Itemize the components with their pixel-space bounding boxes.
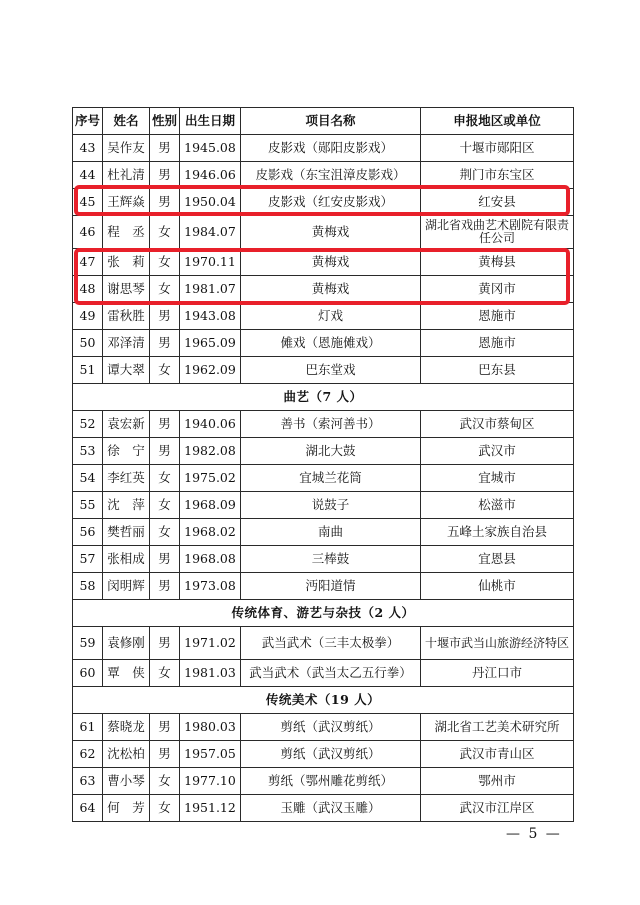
cell-gender: 男 (150, 135, 180, 162)
cell-gender: 女 (150, 249, 180, 276)
cell-index: 47 (73, 249, 103, 276)
cell-birth-date: 1982.08 (180, 438, 241, 465)
cell-birth-date: 1977.10 (180, 768, 241, 795)
cell-gender: 男 (150, 627, 180, 660)
cell-region: 武汉市 (421, 438, 574, 465)
cell-region: 鄂州市 (421, 768, 574, 795)
cell-project: 灯戏 (241, 303, 421, 330)
cell-project: 皮影戏（东宝沮漳皮影戏） (241, 162, 421, 189)
header-gender: 性别 (150, 108, 180, 135)
cell-project: 宜城兰花筒 (241, 465, 421, 492)
cell-birth-date: 1968.09 (180, 492, 241, 519)
cell-region: 宜城市 (421, 465, 574, 492)
cell-name: 何 芳 (103, 795, 150, 822)
cell-region: 恩施市 (421, 303, 574, 330)
cell-region: 恩施市 (421, 330, 574, 357)
cell-birth-date: 1984.07 (180, 216, 241, 249)
table-row (73, 546, 574, 573)
cell-project: 南曲 (241, 519, 421, 546)
cell-region: 十堰市郧阳区 (421, 135, 574, 162)
table-row (73, 627, 574, 660)
cell-project: 皮影戏（郧阳皮影戏） (241, 135, 421, 162)
cell-name: 闵明辉 (103, 573, 150, 600)
table-row (73, 189, 574, 216)
header-project: 项目名称 (241, 108, 421, 135)
cell-region: 巴东县 (421, 357, 574, 384)
table-row (73, 330, 574, 357)
cell-name: 杜礼清 (103, 162, 150, 189)
cell-name: 蔡晓龙 (103, 714, 150, 741)
cell-index: 51 (73, 357, 103, 384)
cell-project: 傩戏（恩施傩戏） (241, 330, 421, 357)
cell-gender: 女 (150, 357, 180, 384)
cell-region: 黄冈市 (421, 276, 574, 303)
cell-project: 巴东堂戏 (241, 357, 421, 384)
cell-index: 45 (73, 189, 103, 216)
cell-index: 53 (73, 438, 103, 465)
cell-birth-date: 1980.03 (180, 714, 241, 741)
cell-gender: 女 (150, 492, 180, 519)
cell-name: 邓泽清 (103, 330, 150, 357)
table-row (73, 573, 574, 600)
cell-index: 54 (73, 465, 103, 492)
cell-index: 56 (73, 519, 103, 546)
cell-project: 剪纸（武汉剪纸） (241, 714, 421, 741)
cell-birth-date: 1975.02 (180, 465, 241, 492)
cell-project: 皮影戏（红安皮影戏） (241, 189, 421, 216)
cell-name: 王辉焱 (103, 189, 150, 216)
cell-index: 52 (73, 411, 103, 438)
header-name: 姓名 (103, 108, 150, 135)
cell-index: 60 (73, 660, 103, 687)
cell-gender: 男 (150, 741, 180, 768)
cell-birth-date: 1973.08 (180, 573, 241, 600)
table-row (73, 249, 574, 276)
heritage-inheritor-table-page (72, 107, 573, 822)
cell-region: 武汉市青山区 (421, 741, 574, 768)
cell-project: 武当武术（武当太乙五行拳） (241, 660, 421, 687)
cell-project: 沔阳道情 (241, 573, 421, 600)
category-row (73, 600, 574, 627)
cell-birth-date: 1981.07 (180, 276, 241, 303)
cell-project: 湖北大鼓 (241, 438, 421, 465)
cell-name: 沈松柏 (103, 741, 150, 768)
cell-index: 46 (73, 216, 103, 249)
cell-gender: 男 (150, 330, 180, 357)
cell-name: 樊哲丽 (103, 519, 150, 546)
category-row (73, 687, 574, 714)
cell-project: 剪纸（武汉剪纸） (241, 741, 421, 768)
cell-name: 程 丞 (103, 216, 150, 249)
cell-index: 55 (73, 492, 103, 519)
table-row (73, 303, 574, 330)
cell-index: 57 (73, 546, 103, 573)
cell-region: 武汉市江岸区 (421, 795, 574, 822)
cell-index: 63 (73, 768, 103, 795)
cell-name: 李红英 (103, 465, 150, 492)
header-index: 序号 (73, 108, 103, 135)
cell-region: 仙桃市 (421, 573, 574, 600)
cell-birth-date: 1940.06 (180, 411, 241, 438)
cell-index: 59 (73, 627, 103, 660)
cell-index: 58 (73, 573, 103, 600)
table-row (73, 519, 574, 546)
cell-project: 善书（索河善书） (241, 411, 421, 438)
cell-region: 松滋市 (421, 492, 574, 519)
cell-project: 玉雕（武汉玉雕） (241, 795, 421, 822)
cell-gender: 女 (150, 465, 180, 492)
cell-region: 湖北省工艺美术研究所 (421, 714, 574, 741)
cell-index: 49 (73, 303, 103, 330)
table-row (73, 276, 574, 303)
cell-gender: 女 (150, 216, 180, 249)
cell-name: 张相成 (103, 546, 150, 573)
cell-region: 十堰市武当山旅游经济特区 (421, 627, 574, 660)
cell-index: 50 (73, 330, 103, 357)
cell-birth-date: 1968.02 (180, 519, 241, 546)
table-row (73, 741, 574, 768)
table-row (73, 465, 574, 492)
cell-region: 丹江口市 (421, 660, 574, 687)
cell-name: 谢思琴 (103, 276, 150, 303)
category-title: 曲艺（7 人） (73, 384, 574, 411)
cell-project: 黄梅戏 (241, 276, 421, 303)
cell-index: 48 (73, 276, 103, 303)
cell-region: 宜恩县 (421, 546, 574, 573)
table-header-row (73, 108, 574, 135)
cell-gender: 女 (150, 276, 180, 303)
cell-gender: 男 (150, 189, 180, 216)
cell-project: 三棒鼓 (241, 546, 421, 573)
cell-gender: 男 (150, 303, 180, 330)
table-row (73, 660, 574, 687)
cell-birth-date: 1965.09 (180, 330, 241, 357)
cell-birth-date: 1950.04 (180, 189, 241, 216)
cell-name: 袁宏新 (103, 411, 150, 438)
table-row (73, 216, 574, 249)
cell-gender: 男 (150, 411, 180, 438)
cell-project: 剪纸（鄂州雕花剪纸） (241, 768, 421, 795)
cell-gender: 男 (150, 573, 180, 600)
cell-birth-date: 1981.03 (180, 660, 241, 687)
cell-birth-date: 1946.06 (180, 162, 241, 189)
table-row (73, 357, 574, 384)
cell-gender: 男 (150, 162, 180, 189)
cell-index: 62 (73, 741, 103, 768)
category-row (73, 384, 574, 411)
cell-birth-date: 1945.08 (180, 135, 241, 162)
cell-index: 43 (73, 135, 103, 162)
cell-project: 说鼓子 (241, 492, 421, 519)
cell-name: 袁修刚 (103, 627, 150, 660)
table-row (73, 411, 574, 438)
cell-region: 五峰土家族自治县 (421, 519, 574, 546)
cell-name: 张 莉 (103, 249, 150, 276)
cell-region: 红安县 (421, 189, 574, 216)
cell-index: 64 (73, 795, 103, 822)
cell-birth-date: 1962.09 (180, 357, 241, 384)
cell-name: 徐 宁 (103, 438, 150, 465)
cell-project: 黄梅戏 (241, 216, 421, 249)
table-row (73, 492, 574, 519)
cell-name: 吴作友 (103, 135, 150, 162)
table-row (73, 162, 574, 189)
cell-birth-date: 1968.08 (180, 546, 241, 573)
header-region: 申报地区或单位 (421, 108, 574, 135)
table-row (73, 795, 574, 822)
cell-gender: 男 (150, 546, 180, 573)
cell-region: 湖北省戏曲艺术剧院有限责任公司 (421, 216, 574, 249)
cell-gender: 女 (150, 795, 180, 822)
cell-region: 荆门市东宝区 (421, 162, 574, 189)
cell-name: 曹小琴 (103, 768, 150, 795)
cell-birth-date: 1943.08 (180, 303, 241, 330)
cell-project: 黄梅戏 (241, 249, 421, 276)
cell-birth-date: 1951.12 (180, 795, 241, 822)
table-row (73, 714, 574, 741)
table-row (73, 135, 574, 162)
cell-index: 44 (73, 162, 103, 189)
cell-name: 谭大翠 (103, 357, 150, 384)
cell-gender: 男 (150, 714, 180, 741)
cell-project: 武当武术（三丰太极拳） (241, 627, 421, 660)
cell-name: 覃 侠 (103, 660, 150, 687)
cell-birth-date: 1970.11 (180, 249, 241, 276)
cell-birth-date: 1971.02 (180, 627, 241, 660)
cell-gender: 女 (150, 768, 180, 795)
cell-gender: 女 (150, 519, 180, 546)
cell-name: 沈 萍 (103, 492, 150, 519)
inheritor-table (72, 107, 574, 822)
category-title: 传统体育、游艺与杂技（2 人） (73, 600, 574, 627)
cell-name: 雷秋胜 (103, 303, 150, 330)
category-title: 传统美术（19 人） (73, 687, 574, 714)
table-row (73, 438, 574, 465)
cell-region: 武汉市蔡甸区 (421, 411, 574, 438)
cell-index: 61 (73, 714, 103, 741)
page-number: — 5 — (506, 826, 562, 842)
cell-region: 黄梅县 (421, 249, 574, 276)
cell-birth-date: 1957.05 (180, 741, 241, 768)
cell-gender: 女 (150, 660, 180, 687)
header-birth-date: 出生日期 (180, 108, 241, 135)
table-body (73, 135, 574, 822)
cell-gender: 男 (150, 438, 180, 465)
table-row (73, 768, 574, 795)
